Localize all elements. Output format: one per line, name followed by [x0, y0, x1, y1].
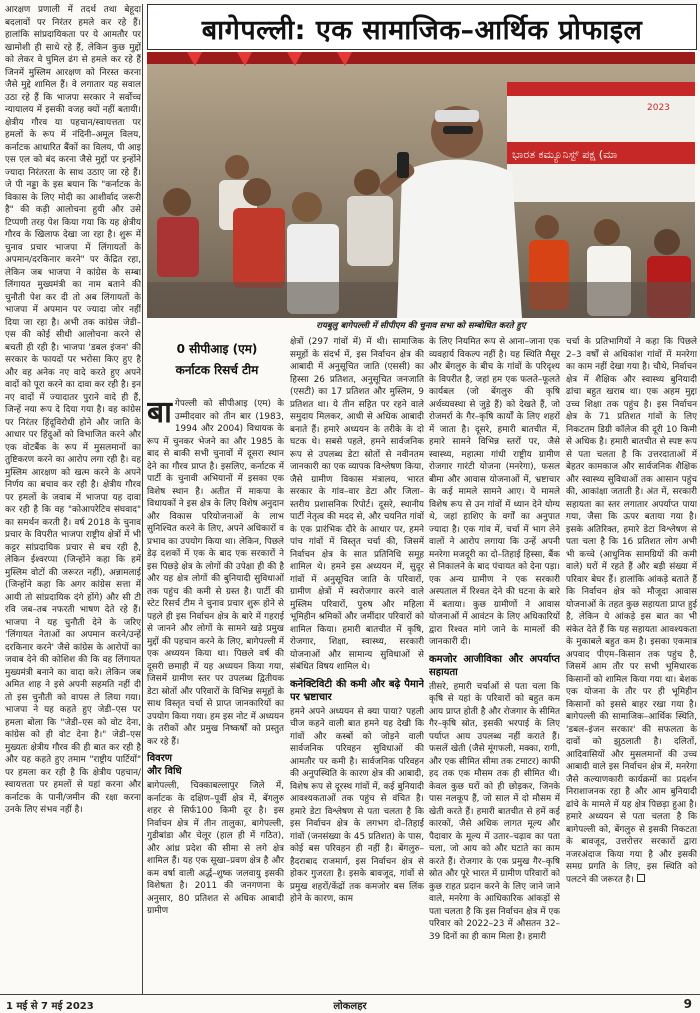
publication-name: लोकलहर	[333, 1001, 367, 1012]
section-body: बागेपल्ली, चिक्काबल्लापुर जिले में, कर्नाटक के दक्षिण–पूर्वी क्षेत्र में, बेंगलुरु शहर से सिर्फ100 किमी दूर है। इस निर्वाचन क्षेत्र में तीन तालुका, बागेपल्ली, गुडीबांडा और चेलूर (हाल ही में गठित), और आंध्र प्रदेश की सीमा से लगे क्षेत्र शामिल हैं। यह एक सूखा–प्रवण क्षेत्र है और कम वर्षा वाली अर्द्ध–शुष्क जलवायु इसकी विशेषता है। 2011 की जनगणना के अनुसार, 80 प्रतिशत से अधिक आबादी ग्रामीण	[147, 781, 284, 916]
column-body: चर्चा के प्रतिभागियों ने कहा कि पिछले 2–3 वर्षों से अधिकांश गांवों में मनरेगा का काम नहीं देखा गया है। चौथे, निर्वाचन क्षेत्र में शैक्षिक और स्वास्थ्य बुनियादी ढांचा बहुत खराब था। एक अहम मुद्दा उच्च शिक्षा तक पहुंच है। इस निर्वाचन क्षेत्र के 71 प्रतिशत गांवों के लिए निकटतम डिग्री कॉलेज की दूरी 10 किमी से अधिक है। हमारी बातचीत से स्पष्ट रूप से पता चलता है कि उत्तरदाताओं में बेहतर कामकाज और सार्वजनिक शैक्षिक और स्वास्थ्य सुविधाओं तक आसान पहुंच की, आकांक्षा जताती है। अंत में, सरकारी सहायता का स्तर लगातार अपर्याप्त पाया गया, जैसा कि ऊपर बताया गया है। इसके अतिरिक्त, हमारे डेटा विश्लेषण से पता चला है कि 16 प्रतिशत लोग अभी भी कच्चे (आधुनिक सामग्रियों की कमी वाले) घरों में रहते हैं और बड़ी संख्या में परिवार बेघर हैं। हालांकि आंकड़े बताते हैं कि निर्वाचन क्षेत्र को मौजूदा आवास योजनाओं के तहत कुछ सहायता प्राप्त हुई है, लेकिन ये आंकड़े इस बात का भी संकेत देते हैं कि यह सहायता आवश्यकता के मुकाबले बहुत कम है। इसका एकमात्र अपवाद पीएम–किसान तक पहुंच है, जिसमें आम तौर पर सभी भूमिधारक किसानों को शामिल किया गया था। बेशक एक योजना के तौर पर ही भूमिहीन किसानों को इससे बाहर रखा गया है। बागेपल्ली की सामाजिक–आर्थिक स्थिति, 'डबल–इंजन सरकार' की सफलता के दावों को झुठलाती है। दलितों, आदिवासियों और मुसलमानों की उच्च आबादी वाले इस निर्वाचन क्षेत्र में, मनरेगा जैसे कल्याणकारी कार्यक्रमों का प्रदर्शन निराशाजनक रहा है और आम बुनियादी ढांचे के मामले में यह क्षेत्र पिछड़ा हुआ है। हमारे अध्ययन से पता चलता है कि बागेपल्ली को, बेंगलुरु से इसकी निकटता के बावजूद, उत्तरोत्तर सरकारों द्वारा नजरअंदाज किया गया है और इसकी समग्र प्रगति के लिए, इस स्थिति को पलटने की जरूरत है।	[566, 337, 697, 885]
footer-rule	[0, 994, 700, 995]
intro-text: गेपल्ली को सीपीआइ (एम) के उम्मीदवार को तीन बार (1983, 1994 और 2004) विधायक के रूप में चुनकर भेजने का और 1985 के बाद से बाकी सभी चुनावों में दूसरा स्थान देने का गौरव प्राप्त है। इसलिए, कर्नाटक में पार्टी के चुनावी अभियानों में इसका एक विशेष स्थान है। अतीत में माकपा के विधायकों ने इस क्षेत्र के लिए विशेष अनुदान और विकास परियोजनाओं के लाभ सुनिश्चित करने के लिए, अपने अधिकारों व प्रभाव का उपयोग किया था। लेकिन, पिछले डेढ़ दशकों में एक के बाद एक सरकारों ने इस पिछड़े क्षेत्र के लोगों की उपेक्षा ही की है और यह क्षेत्र लोगों की बुनियादी सुविधाओं तक पहुंच की कमी से ग्रस्त है। पार्टी की स्टेट रिसर्च टीम ने चुनाव प्रचार शुरू होने से पहले ही इस निर्वाचन क्षेत्र के बारे में गहराई से जानने और लोगों के सामने खड़े प्रमुख मुद्दों की पहचान करने के लिए, बागेपल्ली में एक अध्ययन किया था। पिछले वर्ष की दूसरी छमाही में यह अध्ययन किया गया, जिसमें ग्रामीण स्तर पर उपलब्ध द्वितीयक डेटा स्रोतों और परिवारों के विभिन्न समूहों के साथ विस्तृत चर्चा से प्राप्त जानकारियों का उपयोग किया गया। हम इस नोट में अध्ययन के तरीकों और प्रमुख निष्कर्षों को प्रस्तुत कर रहे हैं।	[147, 399, 284, 747]
page-footer	[0, 996, 700, 1013]
column-body: तीसरे, हमारी चर्चाओं से पता चला कि कृषि से यहां के परिवारों को बहुत कम आय प्राप्त होती है और रोजगार के सीमित गैर–कृषि स्रोत, इसकी भरपाई के लिए पर्याप्त आय उपलब्ध नहीं कराते हैं। फसलें खेती (जैसे मूंगफली, मक्का, रागी, और एक सीमित सीमा तक टमाटर) काफी हद तक एक मौसम तक ही सीमित थी। केवल कुछ घरों को ही छोड़कर, जिनके पास नलकूप हैं, जो साल में दो मौसम में खेती करते हैं। हमारी बातचीत से हमें कई कारकों, जैसे अधिक लागत मूल्य और पैदावार के मूल्य में उतार–चढ़ाव का पता चला, जो आय को और घटाते का काम करते हैं। रोजगार के एक प्रमुख गैर–कृषि स्रोत और पूरे भारत में ग्रामीण परिवारों को कुछ राहत प्रदान करने के लिए जाने जाने वाले, मनरेगा के आधिकारिक आंकड़ों से पता चलता है कि इस निर्वाचन क्षेत्र में एक परिवार को 2022–23 में औसतन 32–39 दिनों का ही काम मिला है। हमारी	[429, 681, 560, 942]
section-heading-overview: विवरण और विधि	[147, 753, 182, 777]
column-body: क्षेत्रों (297 गांवों में) में थी। सामाजिक समूहों के संदर्भ में, इस निर्वाचन क्षेत्र की आबादी में अनुसूचित जाति (एससी) का हिस्सा 26 प्रतिशत, अनुसूचित जनजाति (एसटी) का 17 प्रतिशत और मुस्लिम, 9 प्रतिशत था। ये तीन सहित पर रहने वाले समुदाय मिलकर, आधी से अधिक आबादी बनाते हैं। हमारे अध्ययन के तरीके के दो घटक थे। सबसे पहले, हमने सार्वजनिक रूप से उपलब्ध डेटा स्रोतों से नवीनतम जानकारी का एक व्यापक विश्लेषण किया, जैसे ग्रामीण विकास मंत्रालय, भारत सरकार के गांव–वार डेटा और जिला–स्तरीय प्रशासनिक रिपोर्ट। दूसरे, स्थानीय पार्टी नेतृत्व की मदद से, और चयनित गांवों के एक प्रारंभिक दौरे के आधार पर, हमने पांच गांवों में विस्तृत चर्चा की, जिसमें निर्वाचन क्षेत्र के सात प्रतिनिधि समूह शामिल थे। हमने इस अध्ययन में, सुदूर गांवों में अनुसूचित जाति के परिवारों, ग्रामीण क्षेत्रों में स्वरोजगार करने वाले मुस्लिम परिवारों, पुरुष और महिला भूमिहीन श्रमिकों और जमींदार परिवारों को शामिल किया। हमारी बातचीत में कृषि, रोजगार, शिक्षा, स्वास्थ्य, सरकारी योजनाओं और सामान्य सुविधाओं से संबंधित विषय शामिल थे।	[290, 337, 424, 672]
byline	[147, 340, 287, 378]
page-title: बागेपल्ली: एक सामाजिक–आर्थिक प्रोफाइल	[201, 15, 643, 46]
headline-box	[147, 4, 697, 50]
issue-date: 1 मई से 7 मई 2023	[6, 1001, 94, 1012]
column-divider	[142, 4, 143, 994]
microphone-icon	[397, 152, 409, 178]
drop-cap: बा	[147, 398, 172, 430]
article-column-1	[147, 398, 284, 993]
left-column-body: आरक्षण प्रणाली में तदर्थ तथा बेहूदा बदलावों पर निरंतर हमले कर रहे हैं। हालांकि सांप्रदायिकता पर ये आमतौर पर खामोशी ही साधे रहे हैं, लेकिन कुछ मुद्दों को लेकर वे घुमिल ढंग से हमले कर रहे हैं जिनमें मुस्लिम आरक्षण को निरस्त करना जैसे मुद्दे शामिल हैं। वे लगातार यह सवाल उठा रहे हैं कि भाजपा सरकार ने सर्वोच्च न्यायालय में इसकी वजह क्यों नहीं बतायी। क्षेत्रीय गौरव या पहचान/स्वायत्तता पर हमलों के रूप में नंदिनी–अमूल विलय, कर्नाटक आधारित बैंकों का विलय, पी आइ एस एल को बंद करना जैसे मुद्दों पर इन्होंने ज्यादा निरंतरता के साथ उठाए जा रहे हैं। जे पी नड्डा के इस बयान कि "कर्नाटक के विकास के लिए मोदी का आशीर्वाद जरूरी है" की कड़ी आलोचना हुयी और उसे टिप्पणी तरह पेश किया गया कि यह क्षेत्रीय गौरव के खिलाफ देखा जा रहा है। शुरू में चुनाव प्रचार भाजपा में लिंगायतों के अपमान/दरकिनार करने" पर केंद्रित रहा, लेकिन जब भाजपा ने कांग्रेस के सम्बा लिंगायत मुख्यमंत्री का नाम बताने की चुनौती पेश कर दी तो अब लिंगायतों के भाजपा में अपमान पर ज्यादा जोर नहीं दिया जा रहा है। अभी तक कांग्रेस जेडी–एस की कोई सीधी आलोचना करने से बचती ही रही है। भाजपा 'डबल इंजन' की सरकार के फायदों पर भरोसा किए हुए है और वह अनेक नए वादे करते हुए अपने वादों को पूरा करने का दावा कर रही है। इन नए वादों में ज्यादातर पुराने वादे ही हैं, जिन्हें नया रूप दे दिया गया है। वह कांग्रेस पर निरंतर हिंदूविरोधी होने और जाति के आधार पर हिंदुओं को विभाजित करने और एक वोटबैंक के रूप में मुसलमानों का तुष्टिकरण करने का आरोप लगा रही है। वह मुस्लिम आरक्षण को खत्म करने के अपने निर्णय का बचाव कर रही है। क्षेत्रीय गौरव पर हमलों के जवाब में भाजपा यह दावा कर रही है कि वह "कोआपरेटिव संघवाद" का समर्थन करती है। वर्ष 2018 के चुनाव प्रचार के विपरीत भाजपा राष्ट्रीय क्षेत्रों में भी कट्टर सांप्रदायिक प्रचार से बच रही है, लेकिन ईश्वरप्पा (जिन्होंने कहा कि हमें मुस्लिम वोटों की जरूरत नहीं), अन्नामलाई (जिन्होंने कहा कि अगर कांग्रेस सत्ता में आयी तो सांप्रदायिक दंगे होंगे) और सी टी रवि जब–तब नफरती भाषण देते रहे हैं। भाजपा ने यह चुनौती देने के जरिए 'लिंगायत नेताओं का अपमान करने/उन्हें दरकिनार करने' जैसे कांग्रेस के आरोपों का जवाब देने की कोशिश की कि वह लिंगायत मुख्यमंत्री बनाने का वादा करे। लेकिन जब अमित शाह ने इसे अपनी सहमति नहीं दी तो इस चुनौती को वापस ले लिया गया। भाजपा ने यह कहते हुए जेडी–एस पर हमला बोला कि "जेडी–एस को वोट देना, कांग्रेस को ही वोट देना है।" जेडी–एस मुख्यतः क्षेत्रीय गौरव की ही बात कर रही है और यह कहते हुए तमाम "राष्ट्रीय पार्टियों" पर हमला कर रही है कि क्षेत्रीय पहचान/स्वायत्तता पर हमलों से यहां करना और कर्नाटक के पानी/जमीन की रक्षा करना उनके लिए संभव नहीं है।	[5, 5, 141, 815]
article-column-4	[566, 336, 697, 993]
rally-photo-illustration	[147, 52, 695, 318]
section-heading-connectivity: कनेक्टिविटी की कमी और बढ़े पैमाने पर भ्रष्टाचार	[290, 678, 424, 703]
section-heading-livelihood: कमजोर आजीविका और अपर्याप्त सहायता	[429, 653, 560, 678]
column-body: हमने अपने अध्ययन से क्या पाया? पहली चीज कहने वाली बात हमने यह देखी कि गांवों और कस्बों को जोड़ने वाली सार्वजनिक परिवहन सुविधाओं की आमतौर पर कमी है। सार्वजनिक परिवहन की अनुपस्थिति के कारण क्षेत्र की आबादी, विशेष रूप से दूरस्थ गांवों में, कई बुनियादी आवश्यकताओं तक पहुंच से वंचित है। हमारे डेटा विश्लेषण से पता चलता है कि इस निर्वाचन क्षेत्र के लगभग दो–तिहाई गांवों (जनसंख्या के 45 प्रतिशत) के पास, कोई बस परिवहन ही नहीं है। बेंगलुरु–हैदराबाद राजमार्ग, इस निर्वाचन क्षेत्र से होकर गुजरता है। इसके बावजूद, गांवों से प्रमुख शहरों/केंद्रों तक कमजोर बस लिंक होने के कारण, काम	[290, 706, 424, 904]
rally-photo	[147, 52, 695, 318]
byline-org: कर्नाटक रिसर्च टीम	[175, 363, 259, 377]
photo-caption: रायबुलु बागेपल्ली में सीपीएम की चुनाव सभा को सम्बोधित करते हुए	[316, 321, 526, 331]
end-mark-icon	[637, 874, 645, 882]
byline-author: 0 सीपीआइ (एम)	[176, 342, 258, 356]
article-column-3	[429, 336, 560, 993]
page-number: 9	[683, 997, 692, 1011]
column-body: के लिए नियमित रूप से आना–जाना एक व्यवहार्य विकल्प नहीं है। यह स्थिति मैसूर और बेंगलुरु के बीच के गांवों के परिदृश्य के विपरीत है, जहां हम एक फलते–फूलते कार्यबल (जो बेंगलुरु की कृषि अर्थव्यवस्था से जुड़े हैं) को देखते हैं, जो रोजमर्रा के गैर–कृषि कार्यों के लिए शहरों में जाता है। दूसरे, हमारी बातचीत में, हमारे सामने विभिन्न स्तरों पर, जैसे स्वास्थ्य, महात्मा गांधी राष्ट्रीय ग्रामीण रोजगार गारंटी योजना (मनरेगा), फसल बीमा और आवास योजनाओं में, भ्रष्टाचार के कई मामले सामने आए। ये मामले विशेष रूप से उन गांवों में ध्यान देने योग्य थे, जहां हाशिए के वर्गों का अनुपात ज्यादा है। एक गांव में, चर्चा में भाग लेने वालों ने आरोप लगाया कि उन्हें अपनी मनरेगा मजदूरी का दो–तिहाई हिस्सा, बैंक से निकालने के बाद पंचायत को देना पड़ा। एक अन्य ग्रामीण ने एक सरकारी अस्पताल में रिश्वत देने की घटना के बारे में बताया। कुछ ग्रामीणों ने आवास योजनाओं में आवंटन के लिए अधिकारियों द्वारा रिश्वत मांगे जाने के मामलों की जानकारी दी।	[429, 337, 560, 647]
article-column-2	[290, 336, 424, 993]
banner-text: ಭಾರತ ಕಮ್ಯೂನಿಸ್ಟ್ ಪಕ್ಷ (ಮಾ	[512, 148, 618, 161]
banner-year: 2023	[647, 103, 670, 113]
left-column-text	[5, 4, 141, 994]
